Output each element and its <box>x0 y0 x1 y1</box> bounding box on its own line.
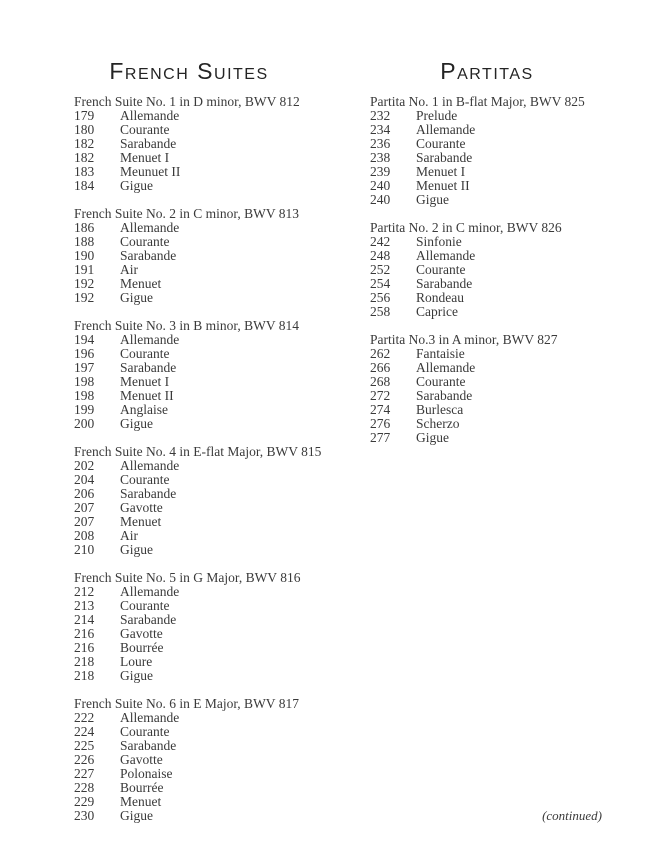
entry-page-number: 277 <box>370 430 391 445</box>
entry-title: Allemande <box>120 584 180 599</box>
entry-page-number: 226 <box>74 752 95 767</box>
entry-page-number: 198 <box>74 374 95 389</box>
entry-page-number: 202 <box>74 458 95 473</box>
entry-title: Burlesca <box>416 402 464 417</box>
entry-page-number: 232 <box>370 108 391 123</box>
entry-title: Bourrée <box>120 780 164 795</box>
toc-entry <box>370 305 604 319</box>
french-suites-heading: French Suites <box>109 58 269 84</box>
entry-title: Menuet <box>120 276 162 291</box>
toc-entry <box>370 347 604 361</box>
entry-title: Prelude <box>416 108 458 123</box>
toc-entry <box>74 249 304 263</box>
entry-page-number: 206 <box>74 486 95 501</box>
entry-page-number: 252 <box>370 262 391 277</box>
toc-section <box>370 95 604 207</box>
entry-page-number: 186 <box>74 220 95 235</box>
entry-page-number: 256 <box>370 290 391 305</box>
entry-page-number: 240 <box>370 192 391 207</box>
entry-page-number: 225 <box>74 738 95 753</box>
toc-entry <box>74 291 304 305</box>
toc-section <box>74 571 304 683</box>
entry-title: Menuet I <box>120 374 170 389</box>
entry-page-number: 228 <box>74 780 95 795</box>
toc-entry <box>370 403 604 417</box>
entry-page-number: 262 <box>370 346 391 361</box>
entry-title: Sinfonie <box>416 234 462 249</box>
toc-column-partitas <box>370 58 604 445</box>
entry-title: Gigue <box>120 808 153 823</box>
toc-entry <box>74 123 304 137</box>
toc-section <box>74 697 304 823</box>
toc-entry <box>74 753 304 767</box>
entry-page-number: 240 <box>370 178 391 193</box>
toc-entry <box>370 291 604 305</box>
toc-entry <box>370 417 604 431</box>
toc-entry <box>370 235 604 249</box>
entry-title: Gigue <box>120 542 153 557</box>
section-title: French Suite No. 4 in E-flat Major, BWV 815 <box>74 444 322 459</box>
toc-section <box>74 319 304 431</box>
toc-entry <box>74 613 304 627</box>
entry-page-number: 229 <box>74 794 95 809</box>
toc-entry <box>370 137 604 151</box>
entry-page-number: 218 <box>74 668 95 683</box>
entry-title: Bourrée <box>120 640 164 655</box>
entry-title: Menuet II <box>120 388 174 403</box>
entry-title: Allemande <box>120 710 180 725</box>
toc-entry <box>74 599 304 613</box>
entry-title: Courante <box>416 136 466 151</box>
entry-page-number: 268 <box>370 374 391 389</box>
entry-page-number: 197 <box>74 360 95 375</box>
entry-page-number: 198 <box>74 388 95 403</box>
toc-entry <box>370 263 604 277</box>
entry-page-number: 184 <box>74 178 95 193</box>
entry-page-number: 210 <box>74 542 95 557</box>
toc-entry <box>74 459 304 473</box>
toc-entry <box>370 375 604 389</box>
entry-title: Menuet I <box>416 164 466 179</box>
section-title: French Suite No. 5 in G Major, BWV 816 <box>74 570 301 585</box>
entry-title: Polonaise <box>120 766 173 781</box>
toc-entry <box>74 165 304 179</box>
entry-title: Menuet II <box>416 178 470 193</box>
entry-title: Loure <box>120 654 153 669</box>
entry-title: Allemande <box>120 332 180 347</box>
entry-title: Anglaise <box>120 402 168 417</box>
entry-page-number: 204 <box>74 472 95 487</box>
entry-page-number: 192 <box>74 290 95 305</box>
entry-page-number: 224 <box>74 724 95 739</box>
toc-entry <box>74 725 304 739</box>
toc-entry <box>74 515 304 529</box>
entry-page-number: 276 <box>370 416 391 431</box>
toc-entry <box>74 627 304 641</box>
sections <box>370 95 604 445</box>
entry-page-number: 196 <box>74 346 95 361</box>
entry-page-number: 230 <box>74 808 95 823</box>
section-title: French Suite No. 1 in D minor, BWV 812 <box>74 94 300 109</box>
entry-page-number: 179 <box>74 108 95 123</box>
entry-page-number: 192 <box>74 276 95 291</box>
toc-section <box>370 333 604 445</box>
toc-section <box>74 95 304 193</box>
entry-title: Sarabande <box>120 612 177 627</box>
entry-title: Caprice <box>416 304 458 319</box>
toc-entry <box>74 137 304 151</box>
toc-entry <box>74 375 304 389</box>
entry-title: Allemande <box>416 122 476 137</box>
entry-page-number: 236 <box>370 136 391 151</box>
entry-title: Courante <box>120 234 170 249</box>
entry-page-number: 207 <box>74 514 95 529</box>
entry-title: Sarabande <box>416 150 473 165</box>
entry-title: Sarabande <box>120 136 177 151</box>
entry-page-number: 242 <box>370 234 391 249</box>
entry-title: Gavotte <box>120 752 163 767</box>
toc-entry <box>370 431 604 445</box>
entry-page-number: 214 <box>74 612 95 627</box>
toc-entry <box>74 809 304 823</box>
toc-entry <box>74 277 304 291</box>
toc-section <box>74 207 304 305</box>
continued-note: (continued) <box>542 808 602 823</box>
section-title: French Suite No. 3 in B minor, BWV 814 <box>74 318 299 333</box>
entry-title: Allemande <box>416 360 476 375</box>
entry-page-number: 183 <box>74 164 95 179</box>
entry-page-number: 200 <box>74 416 95 431</box>
entry-title: Courante <box>120 724 170 739</box>
entry-title: Gigue <box>120 290 153 305</box>
entry-title: Courante <box>120 472 170 487</box>
toc-entry <box>74 403 304 417</box>
entry-title: Menuet I <box>120 150 170 165</box>
sections <box>74 94 322 823</box>
entry-page-number: 248 <box>370 248 391 263</box>
partitas-heading: Partitas <box>440 58 534 84</box>
entry-title: Gigue <box>416 192 449 207</box>
toc-entry <box>74 263 304 277</box>
toc-column-french-suites <box>74 58 322 823</box>
toc-entry <box>370 277 604 291</box>
entry-title: Allemande <box>120 108 180 123</box>
entry-page-number: 182 <box>74 136 95 151</box>
entry-title: Courante <box>416 262 466 277</box>
entry-page-number: 212 <box>74 584 95 599</box>
entry-title: Sarabande <box>120 738 177 753</box>
entry-title: Fantaisie <box>416 346 465 361</box>
toc-entry <box>74 473 304 487</box>
entry-title: Air <box>120 262 138 277</box>
toc-entry <box>74 655 304 669</box>
section-title: French Suite No. 2 in C minor, BWV 813 <box>74 206 299 221</box>
toc-entry <box>74 739 304 753</box>
toc-entry <box>74 179 304 193</box>
entry-page-number: 213 <box>74 598 95 613</box>
entry-page-number: 218 <box>74 654 95 669</box>
entry-title: Courante <box>120 122 170 137</box>
entry-page-number: 266 <box>370 360 391 375</box>
entry-page-number: 254 <box>370 276 391 291</box>
toc-entry <box>74 487 304 501</box>
toc-entry <box>74 235 304 249</box>
entry-title: Menuet <box>120 514 162 529</box>
entry-page-number: 274 <box>370 402 391 417</box>
entry-page-number: 180 <box>74 122 95 137</box>
toc-entry <box>74 361 304 375</box>
entry-title: Sarabande <box>416 388 473 403</box>
entry-page-number: 222 <box>74 710 95 725</box>
entry-title: Sarabande <box>120 360 177 375</box>
toc-entry <box>74 417 304 431</box>
toc-entry <box>370 361 604 375</box>
entry-title: Allemande <box>120 458 180 473</box>
toc-entry <box>74 501 304 515</box>
entry-page-number: 207 <box>74 500 95 515</box>
toc-entry <box>74 543 304 557</box>
toc-entry <box>74 711 304 725</box>
toc-entry <box>74 529 304 543</box>
toc-entry <box>370 123 604 137</box>
entry-title: Allemande <box>416 248 476 263</box>
entry-page-number: 272 <box>370 388 391 403</box>
entry-title: Gigue <box>416 430 449 445</box>
entry-title: Allemande <box>120 220 180 235</box>
entry-page-number: 258 <box>370 304 391 319</box>
entry-page-number: 216 <box>74 626 95 641</box>
entry-title: Gigue <box>120 178 153 193</box>
toc-section <box>74 444 322 557</box>
entry-page-number: 208 <box>74 528 95 543</box>
entry-title: Air <box>120 528 138 543</box>
entry-page-number: 216 <box>74 640 95 655</box>
entry-title: Menuet <box>120 794 162 809</box>
entry-title: Gigue <box>120 668 153 683</box>
toc-entry <box>74 585 304 599</box>
entry-page-number: 188 <box>74 234 95 249</box>
entry-title: Sarabande <box>120 486 177 501</box>
toc-entry <box>74 347 304 361</box>
entry-page-number: 238 <box>370 150 391 165</box>
entry-page-number: 182 <box>74 150 95 165</box>
entry-title: Courante <box>120 598 170 613</box>
entry-page-number: 190 <box>74 248 95 263</box>
entry-title: Courante <box>120 346 170 361</box>
entry-title: Gavotte <box>120 500 163 515</box>
entry-page-number: 191 <box>74 262 95 277</box>
section-title: Partita No. 2 in C minor, BWV 826 <box>370 220 562 235</box>
entry-title: Meunuet II <box>120 164 181 179</box>
entry-title: Sarabande <box>120 248 177 263</box>
entry-page-number: 234 <box>370 122 391 137</box>
toc-entry <box>74 781 304 795</box>
toc-entry <box>74 109 304 123</box>
toc-entry <box>74 151 304 165</box>
toc-entry <box>370 179 604 193</box>
toc-entry <box>74 333 304 347</box>
toc-entry <box>370 389 604 403</box>
entry-title: Sarabande <box>416 276 473 291</box>
toc-entry <box>370 193 604 207</box>
entry-title: Gigue <box>120 416 153 431</box>
toc-entry <box>370 151 604 165</box>
toc-entry <box>74 767 304 781</box>
entry-page-number: 239 <box>370 164 391 179</box>
toc-entry <box>74 221 304 235</box>
entry-title: Scherzo <box>416 416 460 431</box>
entry-title: Rondeau <box>416 290 464 305</box>
entry-page-number: 194 <box>74 332 95 347</box>
toc-entry <box>74 641 304 655</box>
entry-title: Courante <box>416 374 466 389</box>
section-title: Partita No.3 in A minor, BWV 827 <box>370 332 558 347</box>
toc-entry <box>74 795 304 809</box>
entry-page-number: 199 <box>74 402 95 417</box>
section-title: Partita No. 1 in B-flat Major, BWV 825 <box>370 94 585 109</box>
entry-page-number: 227 <box>74 766 95 781</box>
toc-entry <box>370 249 604 263</box>
toc-entry <box>370 165 604 179</box>
toc-entry <box>74 669 304 683</box>
section-title: French Suite No. 6 in E Major, BWV 817 <box>74 696 299 711</box>
toc-section <box>370 221 604 319</box>
toc-entry <box>370 109 604 123</box>
entry-title: Gavotte <box>120 626 163 641</box>
toc-entry <box>74 389 304 403</box>
